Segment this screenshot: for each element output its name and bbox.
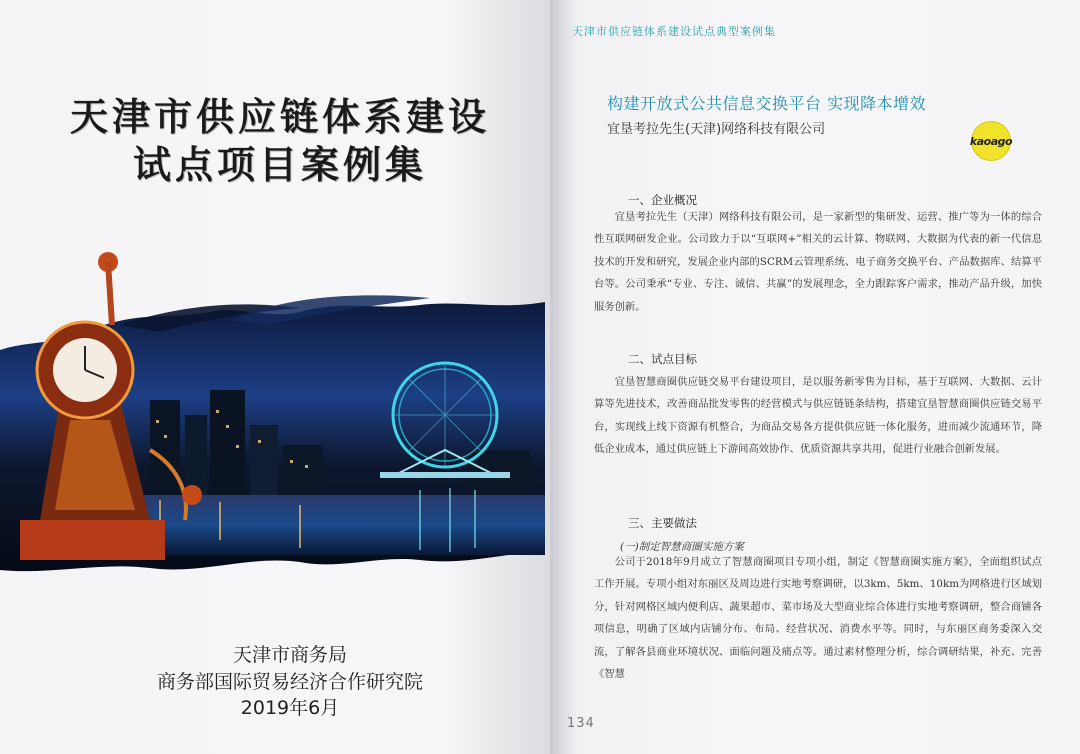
- section-heading-3: 三、主要做法: [628, 516, 697, 530]
- page-number: 134: [567, 716, 595, 731]
- section-heading-2: 二、试点目标: [628, 352, 697, 366]
- article-company: 宜垦考拉先生(天津)网络科技有限公司: [607, 122, 826, 137]
- section-paragraph-3: 公司于2018年9月成立了智慧商圈项目专项小组，制定《智慧商圈实施方案》，全面组织试点工作开展。专项小组对东丽区及周边进行实地考察调研，以3km、5km、10km为网格进行区域划分，针对网格区域内便利店、蔬果超市、菜市场及大型商业综合体进行实地考察调研，整合商铺各项信息，明确了区域内店铺分布、布局、经营状况、消费水平等。同时，与东丽区商务委深入交流，了解各县商业环境状况、面临问题及痛点等。通过素材整理分析，综合调研结果，补充、完善《智慧: [594, 556, 1042, 681]
- section-subheading-3: (一)制定智慧商圈实施方案: [620, 541, 744, 553]
- publication-date: 2019年6月: [240, 697, 340, 719]
- publisher-line2: 商务部国际贸易经济合作研究院: [156, 671, 423, 693]
- tianjin-night-photo: [0, 250, 545, 580]
- section-heading-1: 一、企业概况: [628, 193, 697, 207]
- article-title: 构建开放式公共信息交换平台 实现降本增效: [607, 94, 927, 113]
- cover-title-line1: 天津市供应链体系建设: [69, 95, 490, 139]
- cover-title-line2: 试点项目案例集: [132, 143, 427, 187]
- logo-text: kaoago: [969, 134, 1013, 148]
- section-paragraph-2: 宜垦智慧商圈供应链交易平台建设项目，是以服务新零售为目标，基于互联网、大数据、云计算等先进技术，改善商品批发零售的经营模式与供应链链条结构，搭建宜垦智慧商圈供应链交易平台，实现线上线下资源有机整合，为商品交易各方提供供应链一体化服务，进而减少流通环节，降低企业成本，通过供应链上下游间高效协作、优质资源共享共用，促进行业融合创新发展。: [594, 376, 1042, 456]
- right-page: [550, 0, 1080, 754]
- section-paragraph-1: 宜垦考拉先生（天津）网络科技有限公司，是一家新型的集研发、运营、推广等为一体的综合性互联网研发企业。公司致力于以“互联网+”相关的云计算、物联网、大数据为代表的新一代信息技术的开发和研究，发展企业内部的SCRM云管理系统、电子商务交换平台、产品数据库、结算平台等。公司秉承“专业、专注、诚信、共赢”的发展理念，全力跟踪客户需求，推动产品升级，加快服务创新。: [594, 211, 1042, 313]
- running-header: 天津市供应链体系建设试点典型案例集: [572, 25, 776, 38]
- company-logo-icon: [971, 121, 1011, 161]
- publisher-line1: 天津市商务局: [232, 644, 347, 666]
